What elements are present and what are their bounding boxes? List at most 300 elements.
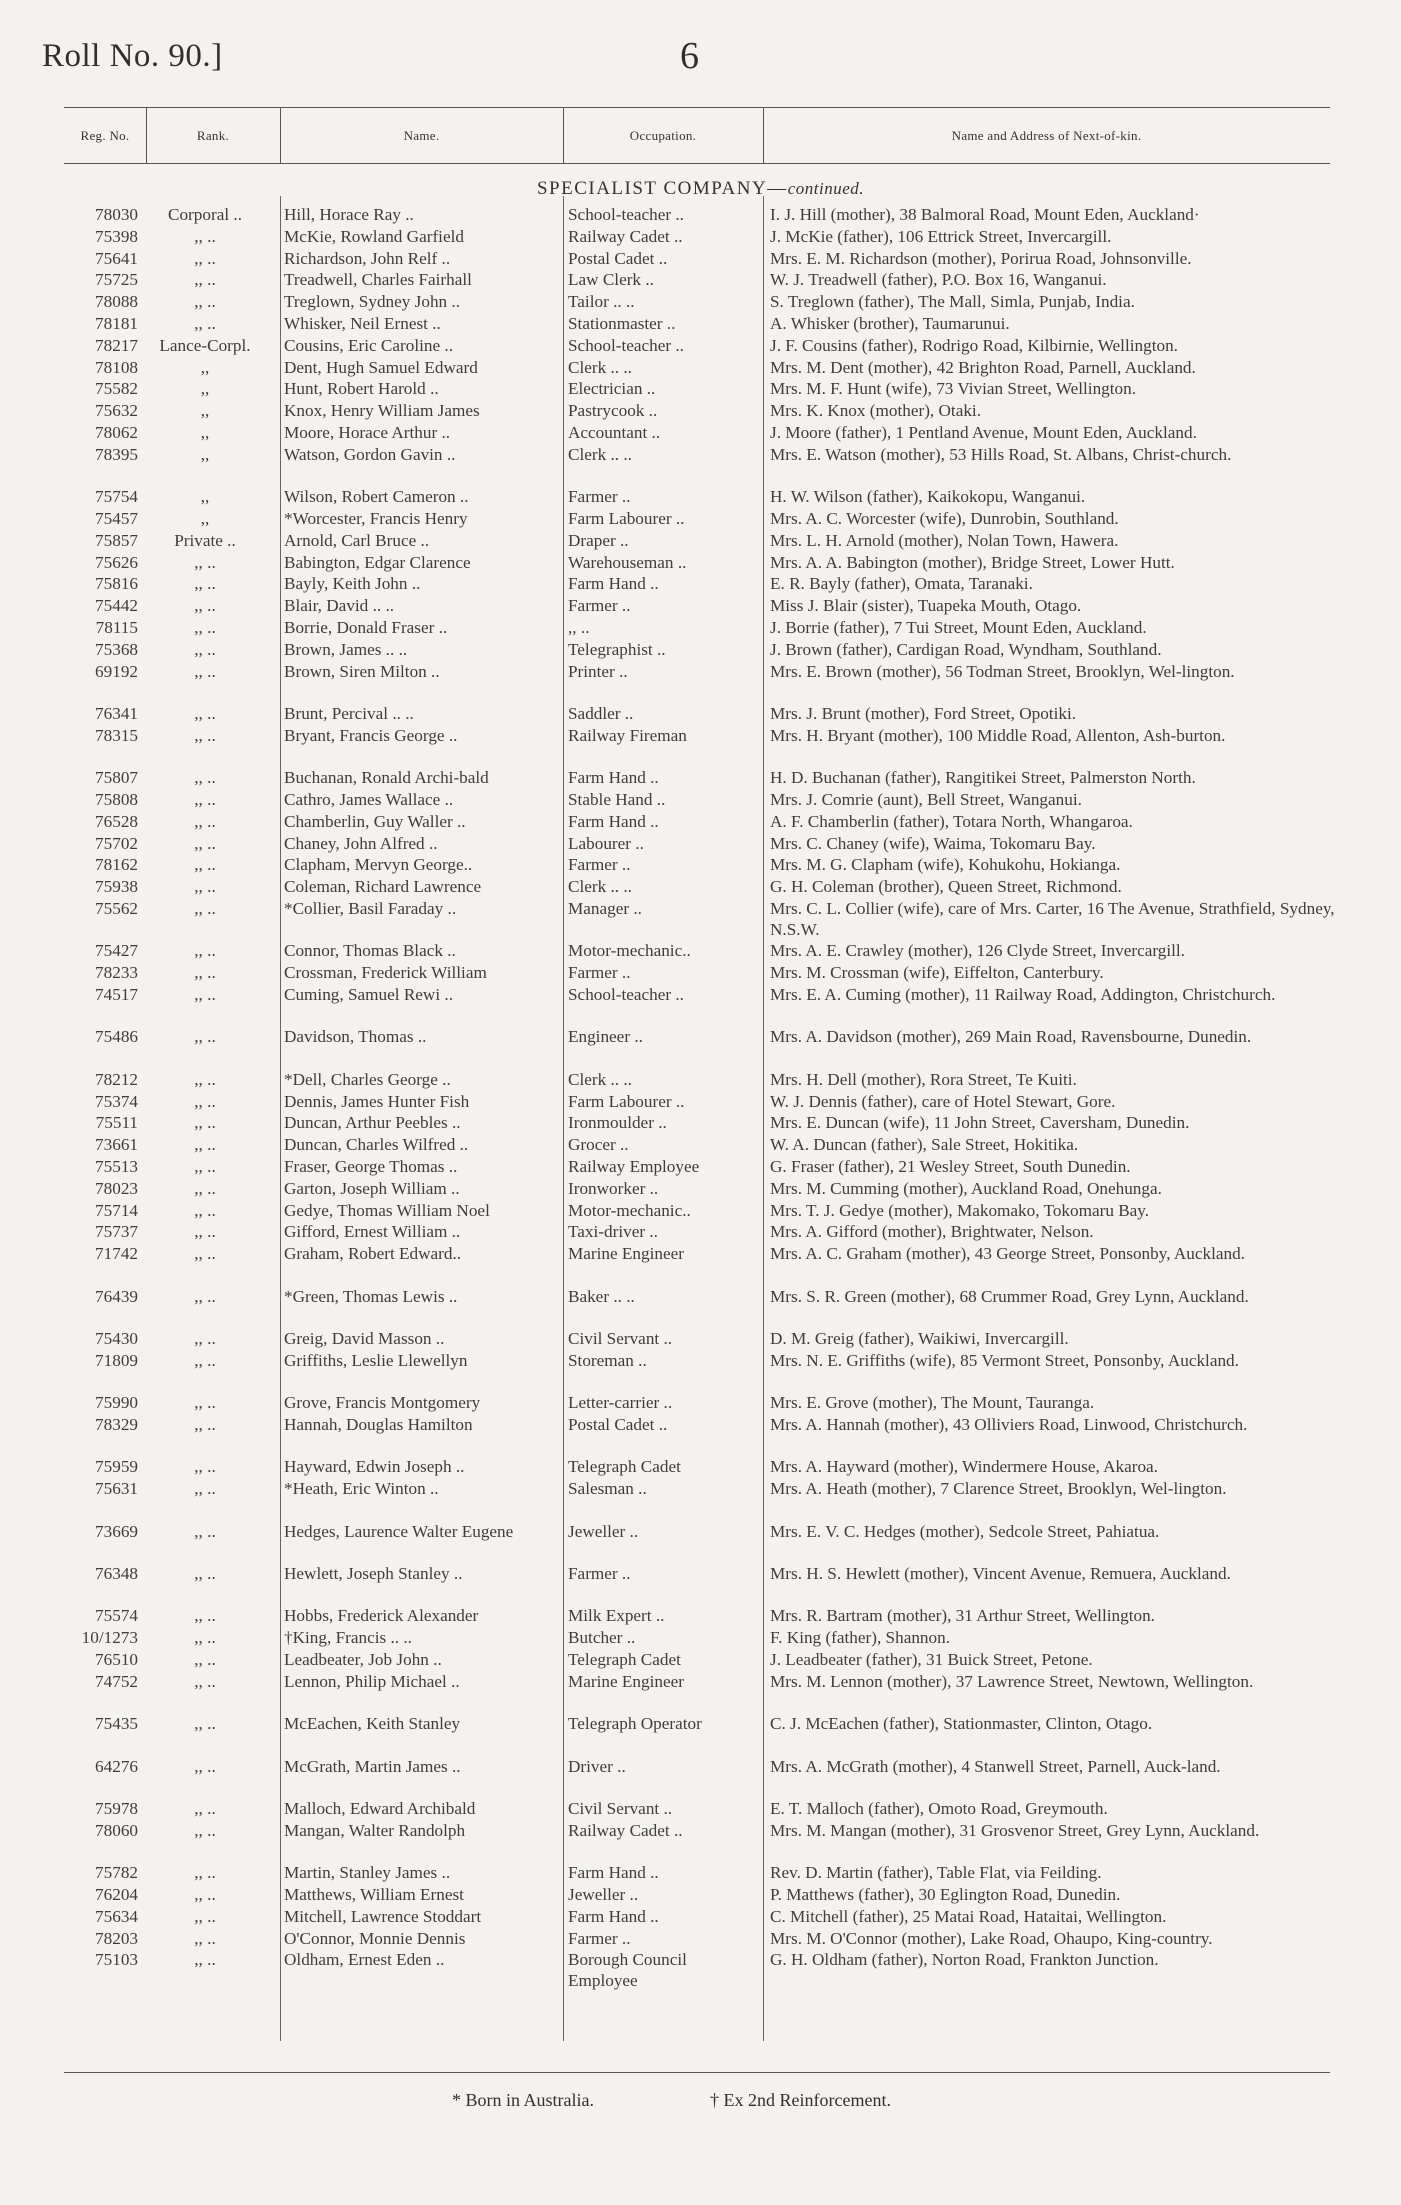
reg-number: 75103	[95, 1950, 138, 1970]
next-of-kin: Miss J. Blair (sister), Tuapeka Mouth, Otago.	[770, 596, 1082, 616]
next-of-kin: S. Treglown (father), The Mall, Simla, Punjab, India.	[770, 292, 1135, 312]
rank: ,, ..	[194, 1200, 216, 1220]
reg-number: 76204	[95, 1885, 138, 1904]
soldier-name: Lennon, Philip Michael ..	[284, 1671, 460, 1691]
next-of-kin: P. Matthews (father), 30 Eglington Road, Dunedin.	[770, 1885, 1121, 1904]
reg-number: 75626	[95, 552, 138, 572]
next-of-kin: Mrs. A. C. Worcester (wife), Dunrobin, Southland.	[770, 509, 1119, 528]
soldier-name: Greig, David Masson ..	[284, 1329, 445, 1348]
rank: ,, ..	[194, 1606, 216, 1626]
reg-number: 78315	[95, 725, 138, 745]
next-of-kin: Mrs. T. J. Gedye (mother), Makomako, Tokomaru Bay.	[770, 1200, 1150, 1220]
rank: ,, ..	[194, 1393, 216, 1413]
next-of-kin: Mrs. A. A. Babington (mother), Bridge Street, Lower Hutt.	[770, 552, 1175, 572]
occupation: School-teacher ..	[568, 335, 684, 355]
occupation: Stationmaster ..	[568, 314, 676, 333]
reg-number: 75442	[95, 596, 138, 616]
reg-number: 74517	[95, 985, 138, 1004]
rank: ,, ..	[194, 1091, 216, 1111]
occupation: Jeweller ..	[568, 1521, 639, 1541]
rank: ,, ..	[194, 1329, 216, 1348]
next-of-kin: Mrs. N. E. Griffiths (wife), 85 Vermont Street, Ponsonby, Auckland.	[770, 1350, 1239, 1370]
section-title	[0, 178, 1401, 200]
rank: ,, ..	[194, 1479, 216, 1499]
next-of-kin: Mrs. J. Comrie (aunt), Bell Street, Wanganui.	[770, 790, 1082, 809]
soldier-name: *Collier, Basil Faraday ..	[284, 899, 457, 918]
occupation: Farm Hand ..	[568, 768, 659, 788]
next-of-kin: Mrs. S. R. Green (mother), 68 Crummer Road, Grey Lynn, Auckland.	[770, 1286, 1249, 1306]
soldier-name: Malloch, Edward Archibald	[284, 1799, 476, 1818]
reg-number: 75427	[95, 941, 138, 961]
reg-number: 71809	[95, 1350, 138, 1370]
rank: ,, ..	[194, 1521, 216, 1541]
reg-number: 75808	[95, 790, 138, 809]
occupation: Postal Cadet ..	[568, 248, 668, 268]
rank: ,, ..	[194, 790, 216, 809]
soldier-name: Leadbeater, Job John ..	[284, 1650, 442, 1669]
next-of-kin: Mrs. A. Heath (mother), 7 Clarence Street, Brooklyn, Wel-lington.	[770, 1479, 1227, 1499]
next-of-kin: W. J. Treadwell (father), P.O. Box 16, Wanganui.	[770, 270, 1107, 290]
rank: ,, ..	[194, 1113, 216, 1133]
rank: ,, ..	[194, 1863, 216, 1883]
rank: ,, ..	[194, 1415, 216, 1434]
occupation: Borough Council Employee	[568, 1950, 687, 1990]
soldier-name: Arnold, Carl Bruce ..	[284, 530, 430, 550]
next-of-kin: J. Borrie (father), 7 Tui Street, Mount Eden, Auckland.	[770, 618, 1147, 637]
soldier-name: Garton, Joseph William ..	[284, 1178, 460, 1198]
next-of-kin: Mrs. M. O'Connor (mother), Lake Road, Ohaupo, King-country.	[770, 1928, 1213, 1948]
rank: ,, ..	[194, 1244, 216, 1264]
column-divider	[563, 196, 564, 2041]
rank: ,, ..	[194, 833, 216, 853]
rank: ,, ..	[194, 552, 216, 572]
rank: ,, ..	[194, 314, 216, 333]
reg-number: 76528	[95, 811, 138, 831]
reg-number: 75582	[95, 379, 138, 399]
rank: ,, ..	[194, 1928, 216, 1948]
rank: Lance-Corpl.	[159, 335, 251, 355]
reg-number: 75574	[95, 1606, 138, 1626]
soldier-name: Cousins, Eric Caroline ..	[284, 335, 453, 355]
occupation: School-teacher ..	[568, 985, 684, 1004]
rank: ,, ..	[194, 1069, 216, 1089]
reg-number: 73669	[95, 1521, 138, 1541]
rank: ,, ..	[194, 1157, 216, 1176]
occupation: Stable Hand ..	[568, 790, 666, 809]
reg-number: 75374	[95, 1091, 138, 1111]
column-header-name: Name.	[403, 128, 440, 143]
soldier-name: Knox, Henry William James	[284, 401, 480, 421]
rank: ,, ..	[194, 1222, 216, 1242]
reg-number: 75857	[95, 530, 138, 550]
next-of-kin: Mrs. E. Duncan (wife), 11 John Street, Caversham, Dunedin.	[770, 1113, 1190, 1133]
next-of-kin: Mrs. M. Cumming (mother), Auckland Road, Onehunga.	[770, 1178, 1162, 1198]
next-of-kin: H. W. Wilson (father), Kaikokopu, Wanganui.	[770, 487, 1086, 507]
rank: ,,	[200, 487, 210, 507]
occupation: Farmer ..	[568, 596, 631, 616]
reg-number: 78030	[95, 205, 138, 224]
next-of-kin: C. Mitchell (father), 25 Matai Road, Hataitai, Wellington.	[770, 1906, 1167, 1926]
rank: ,, ..	[194, 661, 216, 681]
rank: ,, ..	[194, 226, 216, 246]
soldier-name: Martin, Stanley James ..	[284, 1863, 451, 1883]
occupation: Telegraph Cadet	[568, 1650, 681, 1669]
reg-number: 74752	[95, 1671, 138, 1691]
reg-number: 76341	[95, 704, 138, 723]
reg-number: 75990	[95, 1393, 138, 1413]
next-of-kin: Mrs. A. Hannah (mother), 43 Olliviers Road, Linwood, Christchurch.	[770, 1415, 1248, 1434]
soldier-name: Brunt, Percival .. ..	[284, 704, 414, 723]
soldier-name: Hewlett, Joseph Stanley ..	[284, 1564, 463, 1583]
reg-number: 75631	[95, 1479, 138, 1499]
soldier-name: Crossman, Frederick William	[284, 963, 487, 983]
rank: ,, ..	[194, 1457, 216, 1477]
occupation: Warehouseman ..	[568, 552, 687, 572]
rank: ,,	[200, 444, 210, 464]
soldier-name: Richardson, John Relf ..	[284, 248, 451, 268]
next-of-kin: D. M. Greig (father), Waikiwi, Invercargill.	[770, 1329, 1069, 1348]
next-of-kin: Mrs. H. S. Hewlett (mother), Vincent Avenue, Remuera, Auckland.	[770, 1564, 1231, 1583]
next-of-kin: Mrs. E. Brown (mother), 56 Todman Street, Brooklyn, Wel-lington.	[770, 661, 1235, 681]
reg-number: 75702	[95, 833, 138, 853]
rank: ,, ..	[194, 877, 216, 897]
occupation: Railway Cadet ..	[568, 1820, 683, 1840]
rank: ,, ..	[194, 963, 216, 983]
footnote-ex-reinforcement: † Ex 2nd Reinforcement.	[710, 2090, 891, 2110]
next-of-kin: Mrs. R. Bartram (mother), 31 Arthur Street, Wellington.	[770, 1606, 1155, 1626]
occupation: Farm Labourer ..	[568, 1091, 685, 1111]
soldier-name: Matthews, William Ernest	[284, 1885, 464, 1904]
soldier-name: Hannah, Douglas Hamilton	[284, 1415, 473, 1434]
reg-number: 75641	[95, 248, 138, 268]
next-of-kin: J. F. Cousins (father), Rodrigo Road, Kilbirnie, Wellington.	[770, 335, 1178, 355]
reg-number: 78217	[95, 335, 138, 355]
occupation: School-teacher ..	[568, 205, 684, 224]
occupation: Telegraphist ..	[568, 639, 666, 659]
rank: ,, ..	[194, 574, 216, 594]
next-of-kin: Mrs. M. Mangan (mother), 31 Grosvenor Street, Grey Lynn, Auckland.	[770, 1820, 1260, 1840]
rank: ,, ..	[194, 1286, 216, 1306]
occupation: Driver ..	[568, 1756, 626, 1776]
column-header-occupation: Occupation.	[629, 128, 697, 143]
next-of-kin: Mrs. A. E. Crawley (mother), 126 Clyde Street, Invercargill.	[770, 941, 1185, 961]
reg-number: 75486	[95, 1027, 138, 1047]
soldier-name: Hunt, Robert Harold ..	[284, 379, 439, 399]
occupation: Farm Hand ..	[568, 1906, 659, 1926]
soldier-name: McEachen, Keith Stanley	[284, 1714, 461, 1734]
soldier-name: Mangan, Walter Randolph	[284, 1820, 466, 1840]
reg-number: 75511	[95, 1113, 138, 1133]
soldier-name: Clapham, Mervyn George..	[284, 855, 473, 875]
occupation: Pastrycook ..	[568, 401, 658, 421]
occupation: Civil Servant ..	[568, 1799, 673, 1818]
soldier-name: *Dell, Charles George ..	[284, 1069, 451, 1089]
next-of-kin: Mrs. E. M. Richardson (mother), Porirua Road, Johnsonville.	[770, 248, 1192, 268]
rank: ,,	[200, 423, 210, 442]
soldier-name: Connor, Thomas Black ..	[284, 941, 456, 961]
occupation: Engineer ..	[568, 1027, 643, 1047]
rank: ,, ..	[194, 1135, 216, 1155]
next-of-kin: Mrs. E. Grove (mother), The Mount, Tauranga.	[770, 1393, 1095, 1413]
next-of-kin: E. R. Bayly (father), Omata, Taranaki.	[770, 574, 1033, 594]
occupation: Baker .. ..	[568, 1286, 635, 1306]
rank: ,, ..	[194, 1756, 216, 1776]
reg-number: 75398	[95, 226, 138, 246]
next-of-kin: Mrs. C. L. Collier (wife), care of Mrs. Carter, 16 The Avenue, Strathfield, Sydney, N.S.W.	[770, 899, 1335, 939]
next-of-kin: Mrs. A. Hayward (mother), Windermere House, Akaroa.	[770, 1457, 1158, 1477]
section-continued: continued.	[787, 179, 865, 198]
soldier-name: *Heath, Eric Winton ..	[284, 1479, 439, 1499]
next-of-kin: F. King (father), Shannon.	[770, 1628, 951, 1648]
occupation: Farmer ..	[568, 487, 631, 507]
next-of-kin: G. H. Coleman (brother), Queen Street, Richmond.	[770, 877, 1122, 897]
soldier-name: McGrath, Martin James ..	[284, 1756, 461, 1776]
rank: ,, ..	[194, 941, 216, 961]
occupation: Civil Servant ..	[568, 1329, 673, 1348]
occupation: Railway Employee	[568, 1157, 700, 1176]
soldier-name: Coleman, Richard Lawrence	[284, 877, 482, 897]
soldier-name: Treglown, Sydney John ..	[284, 292, 461, 312]
soldier-name: Cathro, James Wallace ..	[284, 790, 454, 809]
rank: ,,	[200, 401, 210, 421]
soldier-name: Bayly, Keith John ..	[284, 574, 421, 594]
next-of-kin: J. McKie (father), 106 Ettrick Street, Invercargill.	[770, 226, 1112, 246]
reg-number: 76510	[95, 1650, 138, 1669]
occupation: Farm Labourer ..	[568, 509, 685, 528]
soldier-name: Gifford, Ernest William ..	[284, 1222, 461, 1242]
reg-number: 75714	[95, 1200, 138, 1220]
reg-number: 75513	[95, 1157, 138, 1176]
reg-number: 78181	[95, 314, 138, 333]
soldier-name: Oldham, Ernest Eden ..	[284, 1950, 445, 1970]
rank: ,, ..	[194, 248, 216, 268]
reg-number: 75754	[95, 487, 138, 507]
reg-number: 78088	[95, 292, 138, 312]
occupation: Clerk .. ..	[568, 357, 632, 377]
next-of-kin: Mrs. E. Watson (mother), 53 Hills Road, St. Albans, Christ-church.	[770, 444, 1232, 464]
rank: ,, ..	[194, 1671, 216, 1691]
next-of-kin: Rev. D. Martin (father), Table Flat, via Feilding.	[770, 1863, 1102, 1883]
soldier-name: Mitchell, Lawrence Stoddart	[284, 1906, 482, 1926]
reg-number: 78062	[95, 423, 138, 442]
occupation: Clerk .. ..	[568, 1069, 632, 1089]
roll-title: Roll No. 90.]	[42, 38, 223, 74]
next-of-kin: Mrs. M. F. Hunt (wife), 73 Vivian Street, Wellington.	[770, 379, 1137, 399]
reg-number: 78115	[95, 618, 138, 637]
next-of-kin: Mrs. K. Knox (mother), Otaki.	[770, 401, 981, 421]
reg-number: 75562	[95, 899, 138, 918]
rank: ,, ..	[194, 1350, 216, 1370]
next-of-kin: H. D. Buchanan (father), Rangitikei Street, Palmerston North.	[770, 768, 1196, 788]
soldier-name: Watson, Gordon Gavin ..	[284, 444, 456, 464]
next-of-kin: J. Moore (father), 1 Pentland Avenue, Mount Eden, Auckland.	[770, 423, 1197, 442]
occupation: Farmer ..	[568, 963, 631, 983]
occupation: Grocer ..	[568, 1135, 629, 1155]
occupation: Printer ..	[568, 661, 628, 681]
rank: ,,	[200, 379, 210, 399]
soldier-name: Dennis, James Hunter Fish	[284, 1091, 470, 1111]
rank: ,, ..	[194, 1027, 216, 1047]
next-of-kin: Mrs. E. A. Cuming (mother), 11 Railway Road, Addington, Christchurch.	[770, 985, 1276, 1004]
occupation: Milk Expert ..	[568, 1606, 665, 1626]
rank: ,, ..	[194, 985, 216, 1004]
section-heading: SPECIALIST COMPANY—	[536, 178, 788, 199]
next-of-kin: E. T. Malloch (father), Omoto Road, Greymouth.	[770, 1799, 1108, 1818]
next-of-kin: G. Fraser (father), 21 Wesley Street, South Dunedin.	[770, 1157, 1131, 1176]
reg-number: 75430	[95, 1329, 138, 1348]
occupation: Taxi-driver ..	[568, 1222, 658, 1242]
column-header-reg: Reg. No.	[80, 128, 130, 143]
soldier-name: Dent, Hugh Samuel Edward	[284, 357, 478, 377]
next-of-kin: W. J. Dennis (father), care of Hotel Stewart, Gore.	[770, 1091, 1116, 1111]
reg-number: 75816	[95, 574, 138, 594]
reg-number: 78329	[95, 1415, 138, 1434]
occupation: Electrician ..	[568, 379, 656, 399]
rank: ,,	[200, 357, 210, 377]
reg-number: 73661	[95, 1135, 138, 1155]
reg-number: 75737	[95, 1222, 138, 1242]
next-of-kin: Mrs. A. Davidson (mother), 269 Main Road, Ravensbourne, Dunedin.	[770, 1027, 1252, 1047]
reg-number: 75435	[95, 1714, 138, 1734]
reg-number: 75457	[95, 509, 138, 528]
reg-number: 76348	[95, 1564, 138, 1583]
rank: Corporal ..	[168, 205, 242, 224]
occupation: Farm Hand ..	[568, 574, 659, 594]
occupation: Tailor .. ..	[568, 292, 635, 312]
occupation: Accountant ..	[568, 423, 661, 442]
next-of-kin: Mrs. J. Brunt (mother), Ford Street, Opotiki.	[770, 704, 1077, 723]
reg-number: 78395	[95, 444, 138, 464]
table-bottom-rule	[64, 2072, 1330, 2073]
next-of-kin: J. Brown (father), Cardigan Road, Wyndham, Southland.	[770, 639, 1162, 659]
soldier-name: Chaney, John Alfred ..	[284, 833, 438, 853]
next-of-kin: Mrs. C. Chaney (wife), Waima, Tokomaru Bay.	[770, 833, 1096, 853]
rank: ,, ..	[194, 639, 216, 659]
reg-number: 76439	[95, 1286, 138, 1306]
rank: ,, ..	[194, 1564, 216, 1583]
reg-number: 78023	[95, 1178, 138, 1198]
soldier-name: Treadwell, Charles Fairhall	[284, 270, 472, 290]
next-of-kin: Mrs. M. G. Clapham (wife), Kohukohu, Hokianga.	[770, 855, 1121, 875]
next-of-kin: Mrs. A. Gifford (mother), Brightwater, Nelson.	[770, 1222, 1094, 1242]
occupation: Draper ..	[568, 530, 629, 550]
reg-number: 75938	[95, 877, 138, 897]
reg-number: 78203	[95, 1928, 138, 1948]
soldier-name: Moore, Horace Arthur ..	[284, 423, 451, 442]
rank: ,, ..	[194, 704, 216, 723]
next-of-kin: Mrs. M. Lennon (mother), 37 Lawrence Street, Newtown, Wellington.	[770, 1671, 1254, 1691]
next-of-kin: Mrs. M. Dent (mother), 42 Brighton Road, Parnell, Auckland.	[770, 357, 1196, 377]
soldier-name: Wilson, Robert Cameron ..	[284, 487, 469, 507]
next-of-kin: W. A. Duncan (father), Sale Street, Hokitika.	[770, 1135, 1079, 1155]
rank: ,, ..	[194, 899, 216, 918]
occupation: Labourer ..	[568, 833, 644, 853]
soldier-name: Borrie, Donald Fraser ..	[284, 618, 448, 637]
next-of-kin: I. J. Hill (mother), 38 Balmoral Road, Mount Eden, Auckland·	[770, 205, 1200, 224]
occupation: Farmer ..	[568, 1928, 631, 1948]
rank: ,, ..	[194, 1820, 216, 1840]
column-header-rank: Rank.	[196, 128, 230, 143]
soldier-name: *Worcester, Francis Henry	[284, 509, 468, 528]
occupation: Motor-mechanic..	[568, 941, 691, 961]
soldier-name: Davidson, Thomas ..	[284, 1027, 427, 1047]
column-header-next-of-kin: Name and Address of Next-of-kin.	[951, 128, 1142, 143]
rank: ,, ..	[194, 270, 216, 290]
soldier-name: Duncan, Arthur Peebles ..	[284, 1113, 461, 1133]
header-rule-bottom	[64, 163, 1330, 164]
occupation: Marine Engineer	[568, 1671, 684, 1691]
soldier-name: Grove, Francis Montgomery	[284, 1393, 481, 1413]
rank: ,, ..	[194, 1628, 216, 1648]
reg-number: 71742	[95, 1244, 138, 1264]
next-of-kin: Mrs. H. Dell (mother), Rora Street, Te Kuiti.	[770, 1069, 1077, 1089]
rank: ,, ..	[194, 1950, 216, 1970]
header-rule-top	[64, 107, 1330, 108]
occupation: Telegraph Operator	[568, 1714, 702, 1734]
occupation: Jeweller ..	[568, 1885, 639, 1904]
rank: ,,	[200, 509, 210, 528]
soldier-name: Hobbs, Frederick Alexander	[284, 1606, 479, 1626]
soldier-name: Buchanan, Ronald Archi-bald	[284, 768, 489, 788]
occupation: Clerk .. ..	[568, 444, 632, 464]
next-of-kin: Mrs. L. H. Arnold (mother), Nolan Town, Hawera.	[770, 530, 1119, 550]
reg-number: 75978	[95, 1799, 138, 1818]
occupation: Ironworker ..	[568, 1178, 659, 1198]
rank: ,, ..	[194, 855, 216, 875]
next-of-kin: Mrs. A. McGrath (mother), 4 Stanwell Street, Parnell, Auck-land.	[770, 1756, 1221, 1776]
occupation: Law Clerk ..	[568, 270, 654, 290]
soldier-name: †King, Francis .. ..	[284, 1628, 412, 1648]
next-of-kin: J. Leadbeater (father), 31 Buick Street, Petone.	[770, 1650, 1093, 1669]
soldier-name: McKie, Rowland Garfield	[284, 226, 464, 246]
reg-number: 78233	[95, 963, 138, 983]
soldier-name: Hayward, Edwin Joseph ..	[284, 1457, 465, 1477]
reg-number: 75634	[95, 1906, 138, 1926]
occupation: Motor-mechanic..	[568, 1200, 691, 1220]
rank: ,, ..	[194, 1799, 216, 1818]
next-of-kin: Mrs. M. Crossman (wife), Eiffelton, Canterbury.	[770, 963, 1104, 983]
page-number: 6	[680, 35, 699, 77]
soldier-name: Cuming, Samuel Rewi ..	[284, 985, 454, 1004]
rank: ,, ..	[194, 725, 216, 745]
occupation: Railway Cadet ..	[568, 226, 683, 246]
occupation: Marine Engineer	[568, 1244, 684, 1264]
reg-number: 10/1273	[81, 1628, 138, 1648]
soldier-name: Bryant, Francis George ..	[284, 725, 458, 745]
rank: ,, ..	[194, 596, 216, 616]
next-of-kin: Mrs. A. C. Graham (mother), 43 George Street, Ponsonby, Auckland.	[770, 1244, 1245, 1264]
reg-number: 69192	[95, 661, 138, 681]
soldier-name: Whisker, Neil Ernest ..	[284, 314, 441, 333]
next-of-kin: G. H. Oldham (father), Norton Road, Frankton Junction.	[770, 1950, 1159, 1970]
occupation: Saddler ..	[568, 704, 634, 723]
rank: ,, ..	[194, 618, 216, 637]
occupation: Telegraph Cadet	[568, 1457, 681, 1477]
occupation: Storeman ..	[568, 1350, 647, 1370]
occupation: Manager ..	[568, 899, 642, 918]
soldier-name: Babington, Edgar Clarence	[284, 552, 471, 572]
footnote-born-australia: * Born in Australia.	[452, 2090, 594, 2110]
reg-number: 78212	[95, 1069, 138, 1089]
soldier-name: Hill, Horace Ray ..	[284, 205, 414, 224]
soldier-name: Duncan, Charles Wilfred ..	[284, 1135, 469, 1155]
reg-number: 75959	[95, 1457, 138, 1477]
soldier-name: *Green, Thomas Lewis ..	[284, 1286, 458, 1306]
occupation: Clerk .. ..	[568, 877, 632, 897]
soldier-name: Hedges, Laurence Walter Eugene	[284, 1521, 514, 1541]
occupation: Farm Hand ..	[568, 1863, 659, 1883]
soldier-name: Fraser, George Thomas ..	[284, 1157, 458, 1176]
